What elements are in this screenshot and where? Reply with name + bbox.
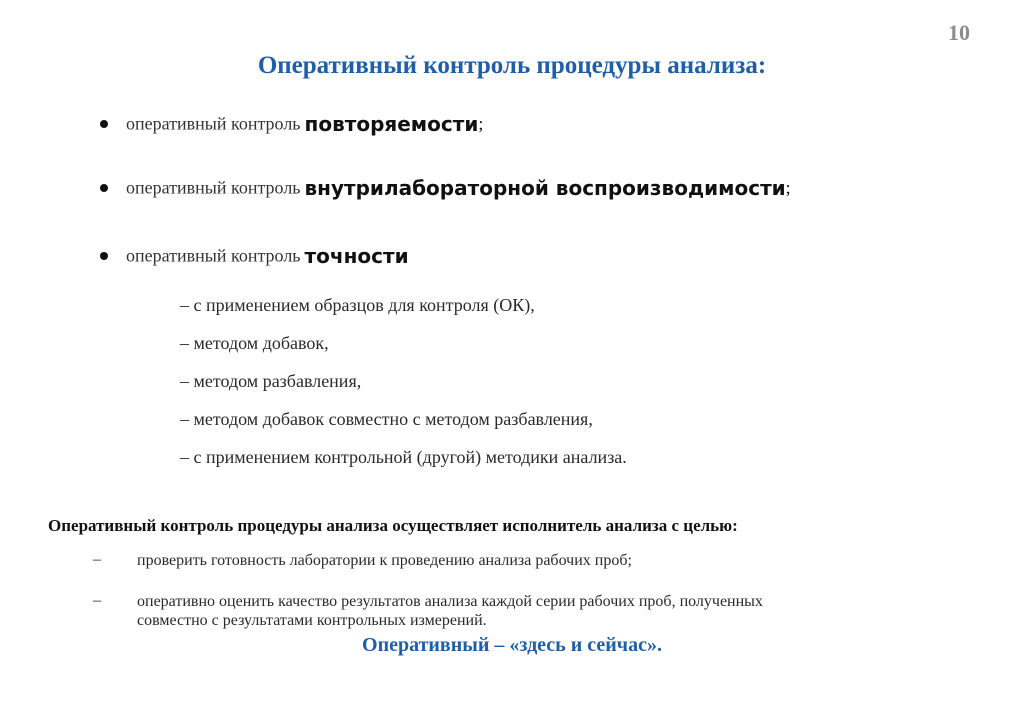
dash-marker: – — [93, 592, 101, 609]
bullet-key-term: повторяемости — [304, 112, 479, 136]
bullet-suffix: ; — [785, 177, 791, 198]
purpose-heading: Оперативный контроль процедуры анализа осуществляет исполнитель анализа с целью: — [48, 516, 738, 535]
bullet-plain-text: оперативный контроль — [126, 245, 301, 266]
bullet-plain-text: оперативный контроль — [126, 113, 301, 134]
purpose-item-quality — [93, 592, 837, 630]
purpose-item-text: проверить готовность лаборатории к проведению анализа рабочих проб; — [137, 552, 632, 569]
bullet-plain-text: оперативный контроль — [126, 177, 301, 198]
bullet-suffix: ; — [478, 113, 484, 134]
page-number: 10 — [948, 20, 970, 45]
slide-title: Оперативный контроль процедуры анализа: — [257, 52, 767, 79]
bullet-key-term: точности — [304, 244, 409, 268]
motto: Оперативный – «здесь и сейчас». — [362, 634, 662, 656]
purpose-item-text: оперативно оценить качество результатов анализа каждой серии рабочих проб, полученных совместно с результатами контрольных измерений. — [137, 593, 763, 629]
sub-item-additions: – методом добавок, — [180, 333, 329, 353]
dash-marker: – — [93, 551, 101, 568]
bullet-key-term: внутрилабораторной воспроизводимости — [304, 176, 786, 200]
bullet-repeatability — [100, 112, 483, 136]
sub-item-dilution: – методом разбавления, — [180, 371, 362, 391]
bullet-dot-icon — [100, 252, 108, 260]
purpose-item-readiness — [93, 551, 837, 570]
bullet-accuracy — [100, 244, 409, 268]
bullet-reproducibility — [100, 176, 791, 200]
bullet-dot-icon — [100, 120, 108, 128]
bullet-dot-icon — [100, 184, 108, 192]
sub-item-other-method: – с применением контрольной (другой) методики анализа. — [180, 447, 627, 467]
sub-item-additions-dilution: – методом добавок совместно с методом разбавления, — [180, 409, 593, 429]
sub-item-control-samples: – с применением образцов для контроля (ОК), — [180, 295, 535, 315]
